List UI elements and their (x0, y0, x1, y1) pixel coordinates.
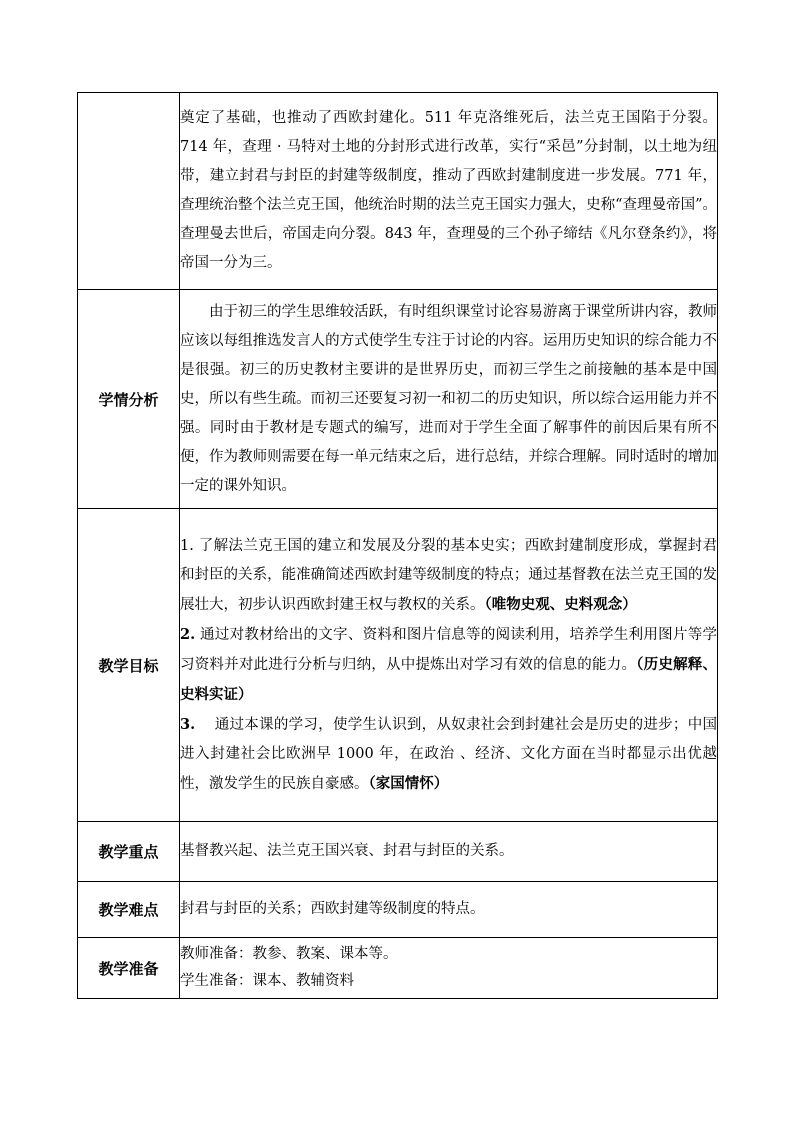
table-row-background (78, 93, 718, 290)
objective-3-text: 通过本课的学习，使学生认识到，从奴隶社会到封建社会是历史的进步；中国进入封建社会比欧洲早 1000 年，在政治 、经济、文化方面在当时都显示出优越性，激发学生的民族自豪感。 (180, 716, 717, 792)
objective-item-2 (180, 620, 717, 710)
objective-1-text: 1. 了解法兰克王国的建立和发展及分裂的基本史实；西欧封建制度形成，掌握封君和封臣的关系，能准确简述西欧封建等级制度的特点；通过基督教在法兰克王国的发展壮大，初步认识西欧封建王权与教权的关系。 (180, 537, 717, 613)
background-text: 奠定了基础，也推动了西欧封建化。511 年克洛维死后，法兰克王国陷于分裂。714 年，查理 · 马特对土地的分封形式进行改革，实行“采邑”分封制，以土地为纽带，建立封君与封臣的封建等级制度，推动了西欧封建制度进一步发展。771 年，查理统治整个法兰克王国，他统治时期的法兰克王国实力强大，史称“查理曼帝国”。查理曼去世后，帝国走向分裂。843 年，查理曼的三个孙子缔结《凡尔登条约》，将帝国一分为三。 (180, 110, 717, 271)
key-points-cell (180, 822, 718, 882)
background-cell (180, 93, 718, 290)
objective-2-text: 通过对教材给出的文字、资料和图片信息等的阅读利用，培养学生利用图片等学习资料并对此进行分析与归纳，从中提炼出对学习有效的信息的能力。 (180, 626, 717, 673)
student-preparation-text: 学生准备：课本、教辅资料 (180, 973, 354, 989)
objective-2-number: 2. (180, 625, 196, 643)
lesson-plan-table (77, 92, 718, 999)
objective-item-3 (180, 710, 717, 799)
objective-item-1 (180, 532, 717, 620)
teacher-preparation-text: 教师准备：教参、教案、课本等。 (180, 946, 398, 962)
table-row-preparation (78, 938, 718, 999)
difficulties-text: 封君与封臣的关系；西欧封建等级制度的特点。 (180, 901, 485, 917)
key-points-text: 基督教兴起、法兰克王国兴衰、封君与封臣的关系。 (180, 843, 514, 859)
row-label-difficulties: 教学难点 (78, 882, 180, 938)
table-row-objectives (78, 509, 718, 822)
student-analysis-cell (180, 290, 718, 509)
objective-3-tag: （家国情怀） (368, 774, 449, 792)
row-label-preparation: 教学准备 (78, 938, 180, 999)
row-label-key-points: 教学重点 (78, 822, 180, 882)
table-row-student-analysis (78, 290, 718, 509)
preparation-cell (180, 938, 718, 999)
row-label-empty (78, 93, 180, 290)
table-row-key-points (78, 822, 718, 882)
objective-3-number: 3. (180, 715, 196, 733)
difficulties-cell (180, 882, 718, 938)
row-label-objectives: 教学目标 (78, 509, 180, 822)
objective-1-tag: （唯物史观、史料观念） (484, 595, 637, 613)
table-row-difficulties (78, 882, 718, 938)
objective-2-tag: （历史解释、史料实证） (180, 655, 717, 703)
student-analysis-text: 由于初三的学生思维较活跃，有时组织课堂讨论容易游离于课堂所讲内容，教师应该以每组推选发言人的方式使学生专注于讨论的内容。运用历史知识的综合能力不是很强。初三的历史教材主要讲的是世界历史，而初三学生之前接触的基本是中国史，所以有些生疏。而初三还要复习初一和初二的历史知识，所以综合运用能力并不强。同时由于教材是专题式的编写，进而对于学生全面了解事件的前因后果有所不便，作为教师则需要在每一单元结束之后，进行总结，并综合理解。同时适时的增加一定的课外知识。 (180, 303, 717, 494)
objectives-cell (180, 509, 718, 822)
row-label-student-analysis: 学情分析 (78, 290, 180, 509)
